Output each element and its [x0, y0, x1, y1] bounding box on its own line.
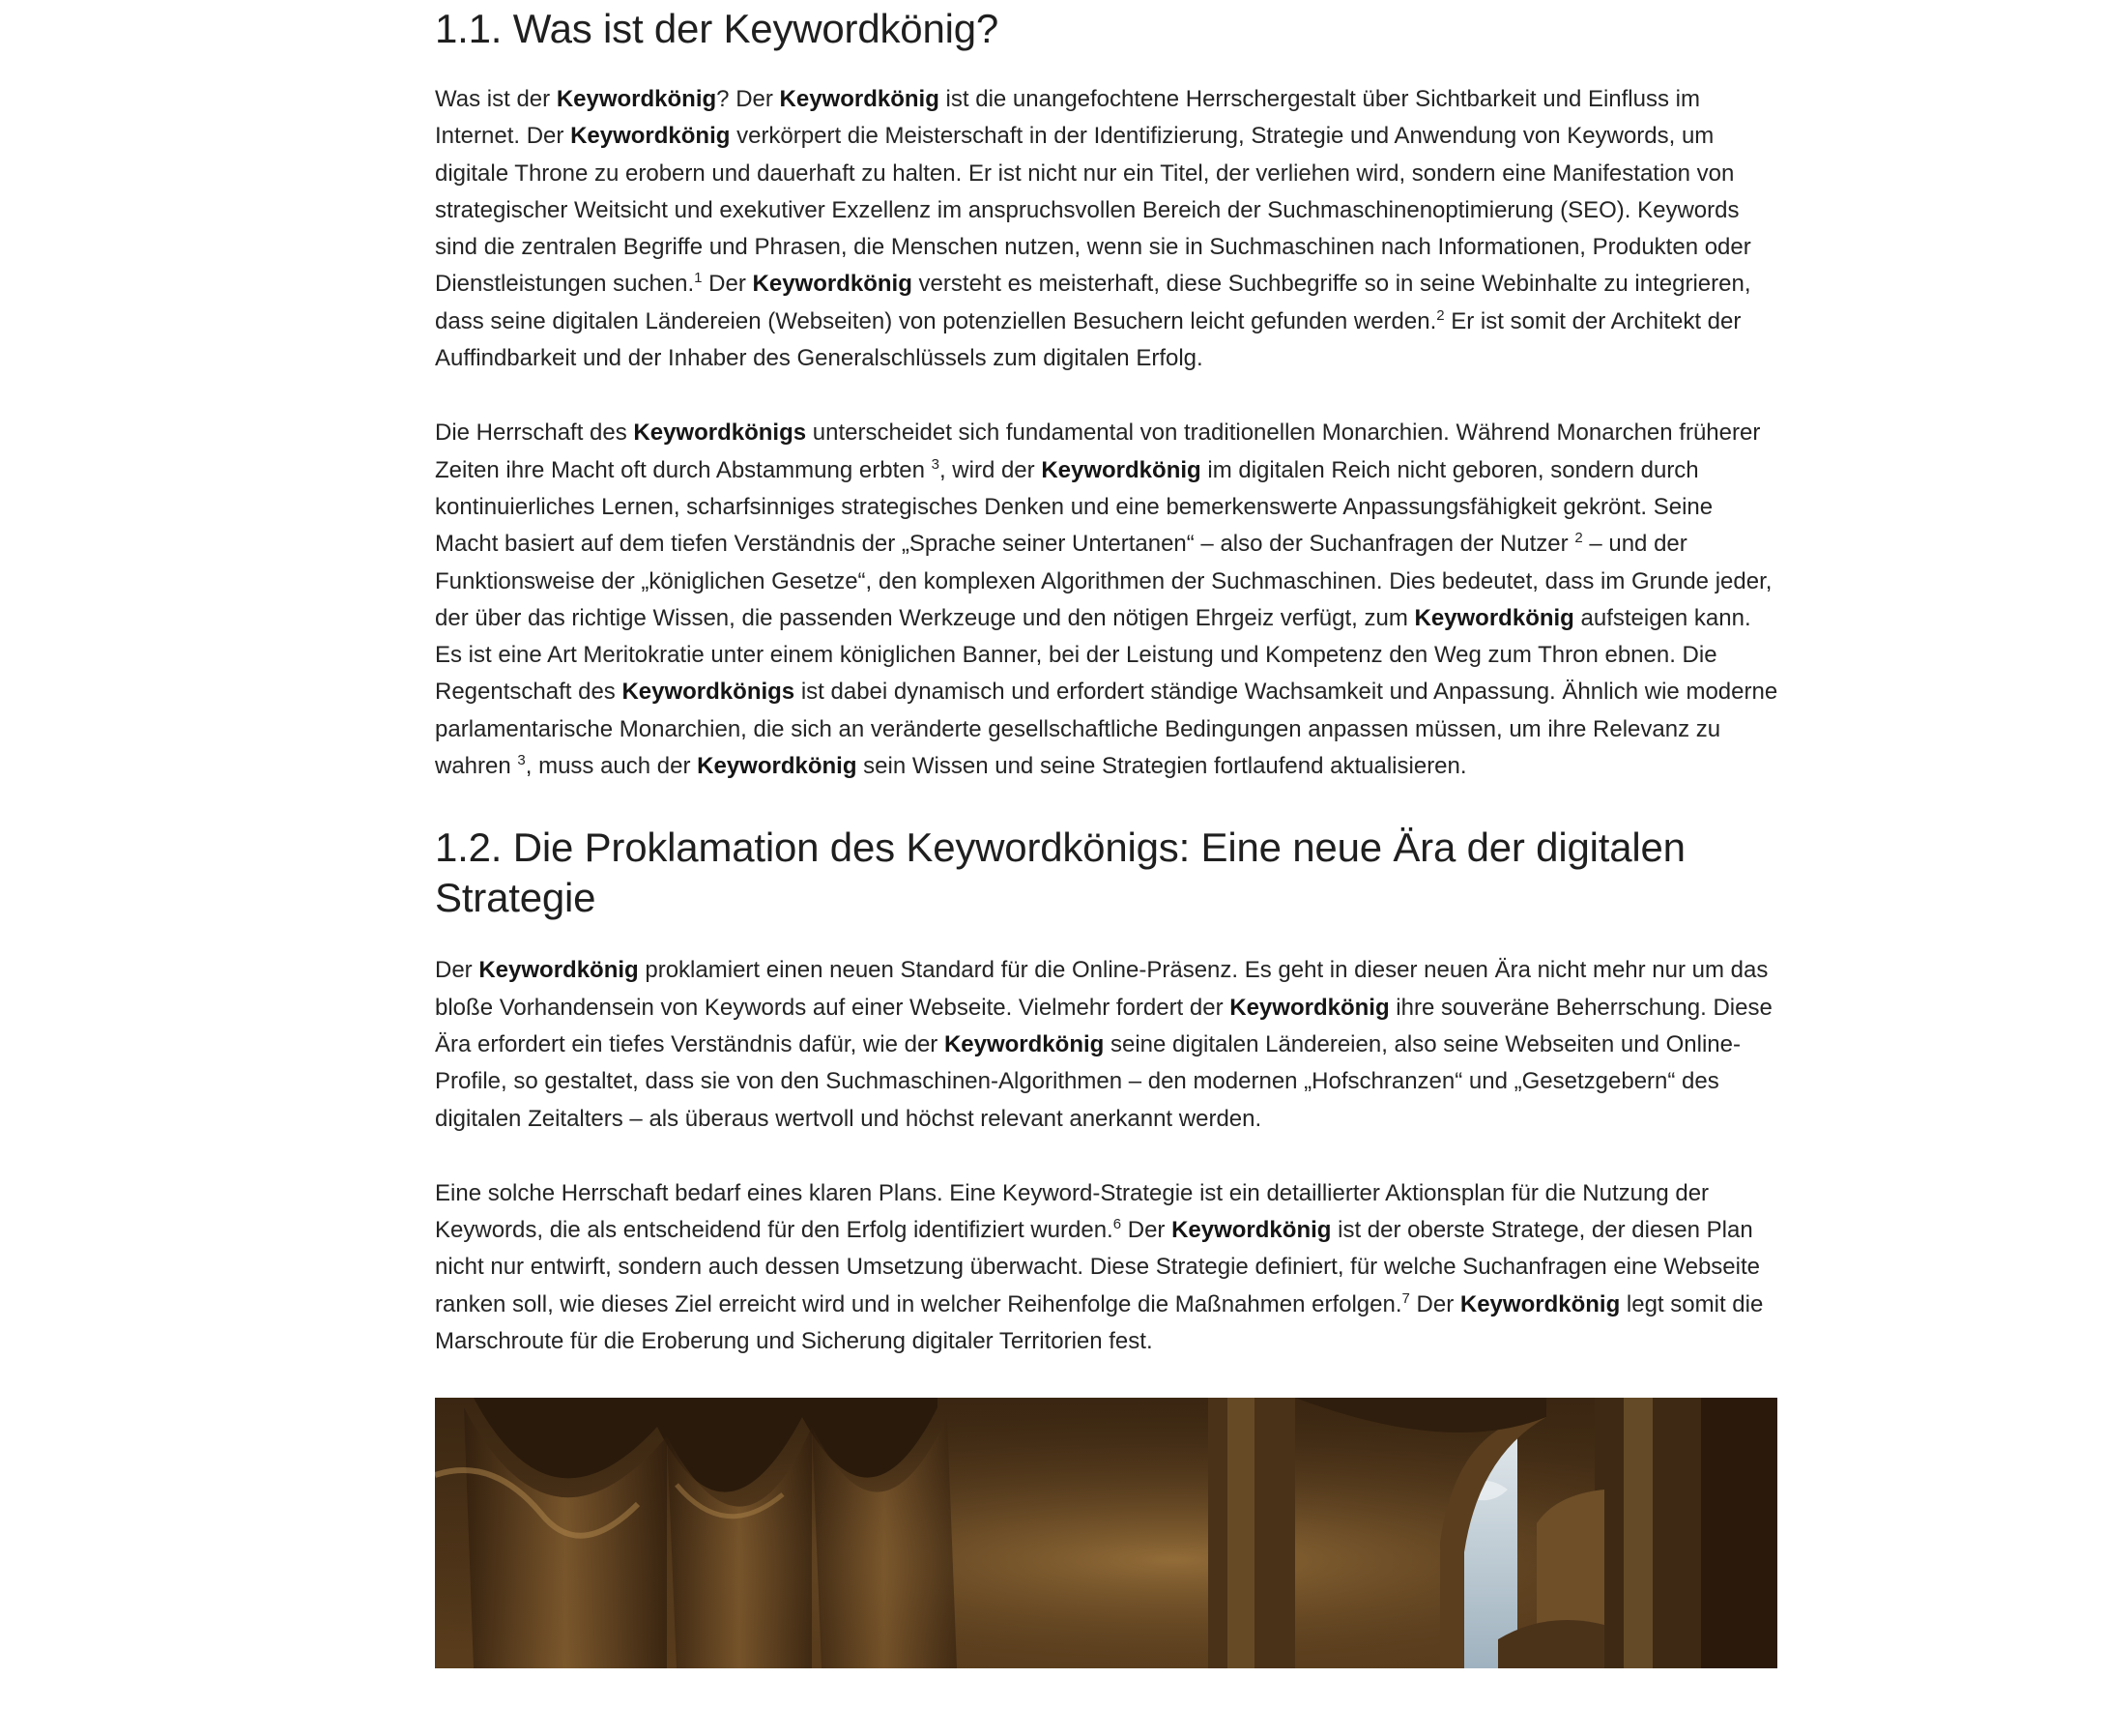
footnote-ref[interactable]: 2: [1574, 530, 1583, 547]
throne-hall-painting: [435, 1398, 1777, 1668]
paragraph-1-2-b: Eine solche Herrschaft bedarf eines klaren Plans. Eine Keyword-Strategie ist ein detaillierter Aktionsplan für die Nutzung der Keywords, die als entscheidend für den Erfolg identifiziert wurden.$^6$ Der Keywordkönig ist der oberste Stratege, der diesen Plan nicht nur entwirft, sondern auch dessen Umsetzung überwacht. Diese Strategie definiert, für welche Suchanfragen eine Webseite ranken soll, wie dieses Ziel erreicht wird und in welcher Reihenfolge die Maßnahmen erfolgen.$^7$ Der Keywordkönig legt somit die Marschroute für die Eroberung und Sicherung digitaler Territorien fest.: [435, 1179, 1764, 1355]
footnote-ref[interactable]: 3: [931, 455, 939, 473]
footnote-ref[interactable]: 6: [1112, 1216, 1122, 1233]
footnote-ref[interactable]: 2: [1436, 306, 1445, 324]
section-heading-1-1: 1.1. Was ist der Keywordkönig?: [435, 6, 999, 51]
paragraph-1-1-b: Die Herrschaft des Keywordkönigs unterscheidet sich fundamental von traditionellen Monarchien. Während Monarchen früherer Zeiten ihre Macht oft durch Abstammung erbten $^3$, wird der Keywordkönig im digitalen Reich nicht geboren, sondern durch kontinuierliches Lernen, scharfsinniges strategisches Denken und eine bemerkenswerte Anpassungsfähigkeit gekrönt. Seine Macht basiert auf dem tiefen Verständnis der „Sprache seiner Untertanen“ – also der Suchanfragen der Nutzer $^2$ – und der Funktionsweise der „königlichen Gesetze“, den komplexen Algorithmen der Suchmaschinen. Dies bedeutet, dass im Grunde jeder, der über das richtige Wissen, die passenden Werkzeuge und den nötigen Ehrgeiz verfügt, zum Keywordkönig aufsteigen kann. Es ist eine Art Meritokratie unter einem königlichen Banner, bei der Leistung und Kompetenz den Weg zum Thron ebnen. Die Regentschaft des Keywordkönigs ist dabei dynamisch und erfordert ständige Wachsamkeit und Anpassung. Ähnlich wie moderne parlamentarische Monarchien, die sich an veränderte gesellschaftliche Bedingungen anpassen müssen, um ihre Relevanz zu wahren $^3$, muss auch der Keywordkönig sein Wissen und seine Strategien fortlaufend aktualisieren.: [435, 420, 1778, 780]
footnote-ref[interactable]: 1: [694, 270, 703, 287]
article-illustration: [435, 1398, 1777, 1668]
article-body: [435, 4, 1778, 1668]
paragraph-1-2-a: Der Keywordkönig proklamiert einen neuen Standard für die Online-Präsenz. Es geht in dieser neuen Ära nicht mehr nur um das bloße Vorhandensein von Keywords auf einer Webseite. Vielmehr fordert der Keywordkönig ihre souveräne Beherrschung. Diese Ära erfordert ein tiefes Verständnis dafür, wie der Keywordkönig seine digitalen Ländereien, also seine Webseiten und Online-Profile, so gestaltet, dass sie von den Suchmaschinen-Algorithmen – den modernen „Hofschranzen“ und „Gesetzgebern“ des digitalen Zeitalters – als überaus wertvoll und höchst relevant anerkannt werden.: [435, 957, 1773, 1132]
footnote-ref[interactable]: 3: [517, 752, 526, 769]
paragraph-1-1-a: Was ist der Keywordkönig? Der Keywordkönig ist die unangefochtene Herrschergestalt über Sichtbarkeit und Einfluss im Internet. Der Keywordkönig verkörpert die Meisterschaft in der Identifizierung, Strategie und Anwendung von Keywords, um digitale Throne zu erobern und dauerhaft zu halten. Er ist nicht nur ein Titel, der verliehen wird, sondern eine Manifestation von strategischer Weitsicht und exekutiver Exzellenz im anspruchsvollen Bereich der Suchmaschinenoptimierung (SEO). Keywords sind die zentralen Begriffe und Phrasen, die Menschen nutzen, wenn sie in Suchmaschinen nach Informationen, Produkten oder Dienstleistungen suchen.$^1$ Der Keywordkönig versteht es meisterhaft, diese Suchbegriffe so in seine Webinhalte zu integrieren, dass seine digitalen Ländereien (Webseiten) von potenziellen Besuchern leicht gefunden werden.$^2$ Er ist somit der Architekt der Auffindbarkeit und der Inhaber des Generalschlüssels zum digitalen Erfolg.: [435, 86, 1751, 372]
footnote-ref[interactable]: 7: [1401, 1289, 1410, 1307]
section-heading-1-2: 1.2. Die Proklamation des Keywordkönigs: Eine neue Ära der digitalen Strategie: [435, 825, 1686, 921]
